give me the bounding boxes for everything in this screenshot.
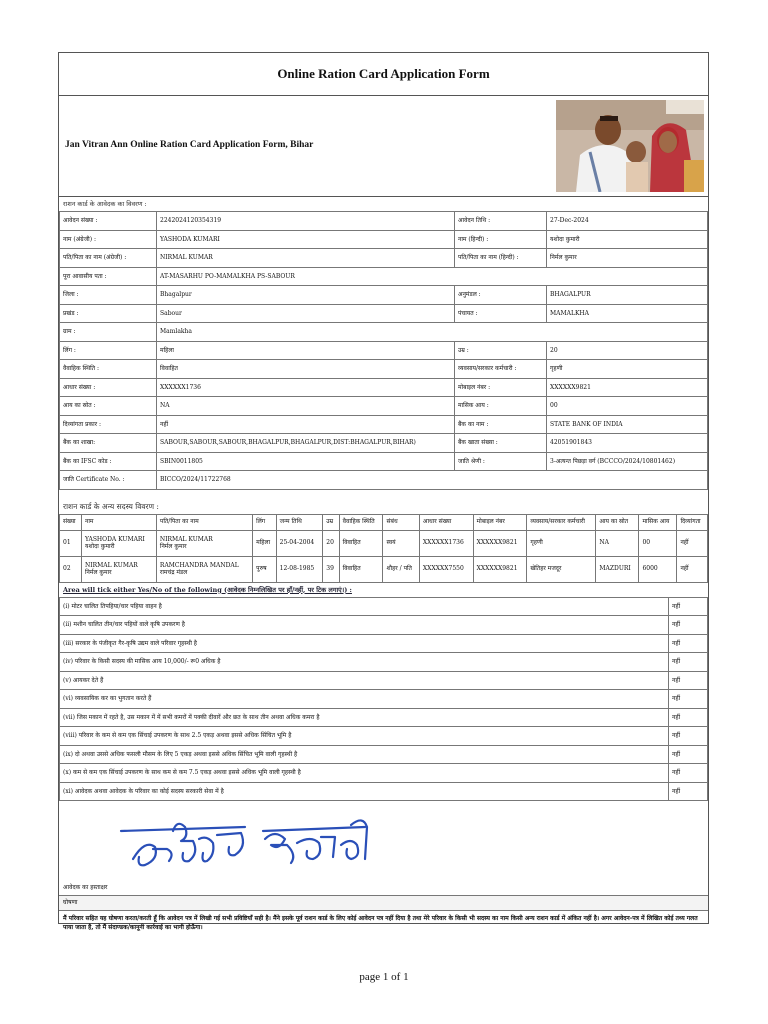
field-label: बैंक का नाम :: [455, 415, 547, 434]
member-cell: पुरुष: [253, 556, 276, 582]
declaration-label: घोषणा: [59, 895, 708, 911]
question-text: (viii) परिवार के कम से कम एक सिंचाई उपकरण के साथ 2.5 एकड़ अथवा इससे अधिक सिंचित भूमि है: [60, 727, 669, 746]
field-value: MAMALKHA: [547, 304, 708, 323]
members-section-label: राशन कार्ड के अन्य सदस्य विवरण :: [63, 501, 159, 511]
member-cell: शौहर / पति: [383, 556, 419, 582]
field-value: 00: [547, 397, 708, 416]
member-cell: विवाहित: [339, 530, 383, 556]
ration-card-form: [58, 52, 709, 932]
field-label: जाति श्रेणी :: [455, 452, 547, 471]
field-value: 2242024120354319: [157, 212, 455, 231]
question-answer: नहीं: [669, 597, 708, 616]
field-value: AT-MASARHU PO-MAMALKHA PS-SABOUR: [157, 267, 708, 286]
field-label: बैंक का शाखा:: [60, 434, 157, 453]
applicant-section-label: राशन कार्ड के आवेदक का विवरण :: [63, 200, 147, 208]
field-value: नहीं: [157, 415, 455, 434]
members-column-header: आधार संख्या: [419, 514, 473, 530]
form-title: Online Ration Card Application Form: [59, 53, 708, 96]
applicant-detail-row: [60, 471, 708, 490]
member-cell: खेतिहर मजदूर: [527, 556, 596, 582]
members-column-header: जन्म तिथि: [276, 514, 323, 530]
question-answer: नहीं: [669, 653, 708, 672]
field-label: पंचायत :: [455, 304, 547, 323]
member-cell: नहीं: [677, 556, 708, 582]
member-cell: नहीं: [677, 530, 708, 556]
member-cell: स्वयं: [383, 530, 419, 556]
members-column-header: लिंग: [253, 514, 276, 530]
member-cell: 25-04-2004: [276, 530, 323, 556]
field-value: BICCO/2024/11722768: [157, 471, 708, 490]
question-row: [60, 727, 708, 746]
field-label: ग्राम :: [60, 323, 157, 342]
question-text: (vii) जिस मकान में रहते है, उस मकान में में सभी कमरों में पक्की दीवारें और छत के साथ तीन अथवा अधिक कमरा है: [60, 708, 669, 727]
question-row: [60, 671, 708, 690]
field-value: 42051901843: [547, 434, 708, 453]
members-column-header: संबंध: [383, 514, 419, 530]
member-row: [60, 556, 708, 582]
member-cell: 12-08-1985: [276, 556, 323, 582]
member-cell: महिला: [253, 530, 276, 556]
field-label: पति/पिता का नाम (अंग्रेजी) :: [60, 249, 157, 268]
question-row: [60, 745, 708, 764]
question-answer: नहीं: [669, 727, 708, 746]
members-column-header: मासिक आय: [639, 514, 677, 530]
members-column-header: आय का स्रोत: [596, 514, 639, 530]
question-answer: नहीं: [669, 764, 708, 783]
page-number: page 1 of 1: [359, 971, 409, 983]
question-row: [60, 708, 708, 727]
member-cell: 6000: [639, 556, 677, 582]
member-cell: NIRMAL KUMAR निर्मल कुमार: [81, 556, 156, 582]
field-label: पूरा आवासीय पता :: [60, 267, 157, 286]
member-cell: NA: [596, 530, 639, 556]
field-label: अनुमंडल :: [455, 286, 547, 305]
members-column-header: संख्या: [60, 514, 82, 530]
question-text: (xi) आवेदक अथवा आवेदक के परिवार का कोई सदस्य सरकारी सेवा में है: [60, 782, 669, 801]
field-value: Bhagalpur: [157, 286, 455, 305]
field-value: SBIN0011805: [157, 452, 455, 471]
field-label: आवेदन तिथि :: [455, 212, 547, 231]
field-label: वैवाहिक स्थिति :: [60, 360, 157, 379]
field-label: मासिक आय :: [455, 397, 547, 416]
question-text: (v) आयकर देते हैं: [60, 671, 669, 690]
field-value: 20: [547, 341, 708, 360]
field-label: नाम (हिन्दी) :: [455, 230, 547, 249]
applicant-detail-row: [60, 341, 708, 360]
eligibility-questions-table: [59, 597, 708, 802]
field-label: व्यवसाय/सरकार कर्मचारी :: [455, 360, 547, 379]
member-cell: XXXXXX1736: [419, 530, 473, 556]
field-label: बैंक का IFSC कोड :: [60, 452, 157, 471]
member-cell: XXXXXX9821: [473, 556, 527, 582]
field-label: लिंग :: [60, 341, 157, 360]
field-label: नाम (अंग्रेजी) :: [60, 230, 157, 249]
applicant-detail-row: [60, 360, 708, 379]
field-value: BHAGALPUR: [547, 286, 708, 305]
applicant-detail-row: [60, 415, 708, 434]
question-row: [60, 634, 708, 653]
field-label: जिला :: [60, 286, 157, 305]
field-value: 27-Dec-2024: [547, 212, 708, 231]
applicant-detail-row: [60, 230, 708, 249]
question-text: (vi) व्यवसायिक कर का भुगतान करते हैं: [60, 690, 669, 709]
applicant-details-table: [59, 211, 708, 490]
question-row: [60, 597, 708, 616]
applicant-detail-row: [60, 304, 708, 323]
members-column-header: दिव्यांगता: [677, 514, 708, 530]
field-value: Sabour: [157, 304, 455, 323]
applicant-detail-row: [60, 397, 708, 416]
field-label: मोबाइल नंबर :: [455, 378, 547, 397]
question-text: (iii) सरकार के पंजीकृत गैर-कृषि उद्यम वाले परिवार गृहस्थी है: [60, 634, 669, 653]
field-label: प्रखंड :: [60, 304, 157, 323]
member-cell: XXXXXX9821: [473, 530, 527, 556]
members-column-header: मोबाइल नंबर: [473, 514, 527, 530]
question-text: (ii) मशीन चालित तीन/चार पहियों वाले कृषि उपकरण है: [60, 616, 669, 635]
field-value: STATE BANK OF INDIA: [547, 415, 708, 434]
field-value: यशोदा कुमारी: [547, 230, 708, 249]
member-cell: 39: [323, 556, 339, 582]
member-cell: 00: [639, 530, 677, 556]
form-header: [59, 96, 708, 197]
member-cell: XXXXXX7550: [419, 556, 473, 582]
field-value: NIRMAL KUMAR: [157, 249, 455, 268]
field-value: महिला: [157, 341, 455, 360]
applicant-detail-row: [60, 267, 708, 286]
question-text: (iv) परिवार के किसी सदस्य की मासिक आय 10,000/- रू0 अधिक है: [60, 653, 669, 672]
members-column-header: उम्र: [323, 514, 339, 530]
question-text: (x) कम से कम एक सिंचाई उपकरण के साथ कम से कम 7.5 एकड़ अथवा इससे अधिक भूमि वाली गृहस्थी है: [60, 764, 669, 783]
question-answer: नहीं: [669, 671, 708, 690]
questions-title: Area will tick either Yes/No of the following (आवेदक निम्नलिखित पर हाँ/नहीं, पर टिक लगाएं।) :: [63, 585, 352, 594]
member-row: [60, 530, 708, 556]
member-cell: विवाहित: [339, 556, 383, 582]
applicant-signature: [115, 809, 445, 889]
question-row: [60, 782, 708, 801]
member-cell: गृहणी: [527, 530, 596, 556]
field-value: XXXXXX9821: [547, 378, 708, 397]
field-value: 3-अत्यन्त पिछड़ा वर्ग (BCCCO/2024/10801462): [547, 452, 708, 471]
declaration-text: मैं परिवार सहित यह घोषणा करता/करती हूँ कि आवेदन पत्र में लिखी गई सभी प्रविष्टियाँ सही है। मैंने इसके पूर्व राशन कार्ड के लिए कोई आवेदन पत्र नहीं दिया है तथा मेरे परिवार के किसी भी सदस्य का नाम किसी अन्य राशन कार्ड में अंकित नहीं है। अगर आवेदन-पत्र में लिखित कोई तथ्य गलत पाया जाता है, तो मैं संदाण्डक/कानूनी कार्रवाई का भागी होऊँगा।: [63, 915, 698, 932]
members-column-header: वैवाहिक स्थिति: [339, 514, 383, 530]
members-column-header: व्यवसाय/सरकार कर्मचारी: [527, 514, 596, 530]
field-label: जाति Certificate No. :: [60, 471, 157, 490]
applicant-detail-row: [60, 452, 708, 471]
field-value: YASHODA KUMARI: [157, 230, 455, 249]
field-label: पति/पिता का नाम (हिन्दी) :: [455, 249, 547, 268]
field-label: बैंक खाता संख्या :: [455, 434, 547, 453]
form-subtitle: Jan Vitran Ann Online Ration Card Application Form, Bihar: [65, 140, 314, 150]
field-label: आय का स्रोत :: [60, 397, 157, 416]
members-column-header: नाम: [81, 514, 156, 530]
field-value: XXXXXX1736: [157, 378, 455, 397]
field-label: आधार संख्या :: [60, 378, 157, 397]
question-row: [60, 690, 708, 709]
field-value: विवाहित: [157, 360, 455, 379]
question-text: (i) मोटर चालित तिपहिया/चार पहिया वाहन है: [60, 597, 669, 616]
question-row: [60, 653, 708, 672]
member-cell: MAZDURI: [596, 556, 639, 582]
field-label: उम्र :: [455, 341, 547, 360]
question-answer: नहीं: [669, 690, 708, 709]
applicant-detail-row: [60, 286, 708, 305]
question-answer: नहीं: [669, 782, 708, 801]
members-table: [59, 514, 708, 583]
field-value: SABOUR,SABOUR,SABOUR,BHAGALPUR,BHAGALPUR,DIST:BHAGALPUR,BIHAR): [157, 434, 455, 453]
member-cell: 20: [323, 530, 339, 556]
field-value: Mamlakha: [157, 323, 708, 342]
member-cell: YASHODA KUMARI यशोदा कुमारी: [81, 530, 156, 556]
question-answer: नहीं: [669, 745, 708, 764]
applicant-detail-row: [60, 249, 708, 268]
field-value: गृहणी: [547, 360, 708, 379]
question-text: (ix) दो अथवा उससे अधिक फसली मौसम के लिए 5 एकड़ अथवा इससे अधिक सिंचित भूमि वाली गृहस्थी है: [60, 745, 669, 764]
field-value: निर्मल कुमार: [547, 249, 708, 268]
question-answer: नहीं: [669, 634, 708, 653]
applicant-detail-row: [60, 323, 708, 342]
member-cell: 02: [60, 556, 82, 582]
field-label: आवेदन संख्या :: [60, 212, 157, 231]
question-answer: नहीं: [669, 708, 708, 727]
member-cell: RAMCHANDRA MANDAL रामचंद्र मंडल: [156, 556, 252, 582]
field-value: NA: [157, 397, 455, 416]
members-column-header: पति/पिता का नाम: [156, 514, 252, 530]
question-answer: नहीं: [669, 616, 708, 635]
applicant-photo: [556, 100, 704, 192]
applicant-detail-row: [60, 434, 708, 453]
member-cell: 01: [60, 530, 82, 556]
applicant-detail-row: [60, 212, 708, 231]
applicant-detail-row: [60, 378, 708, 397]
member-cell: NIRMAL KUMAR निर्मल कुमार: [156, 530, 252, 556]
signature-label: आवेदक का हस्ताक्षर: [63, 884, 108, 891]
question-row: [60, 764, 708, 783]
signature-area: [59, 801, 708, 895]
question-row: [60, 616, 708, 635]
field-label: दिव्यांगता प्रकार :: [60, 415, 157, 434]
